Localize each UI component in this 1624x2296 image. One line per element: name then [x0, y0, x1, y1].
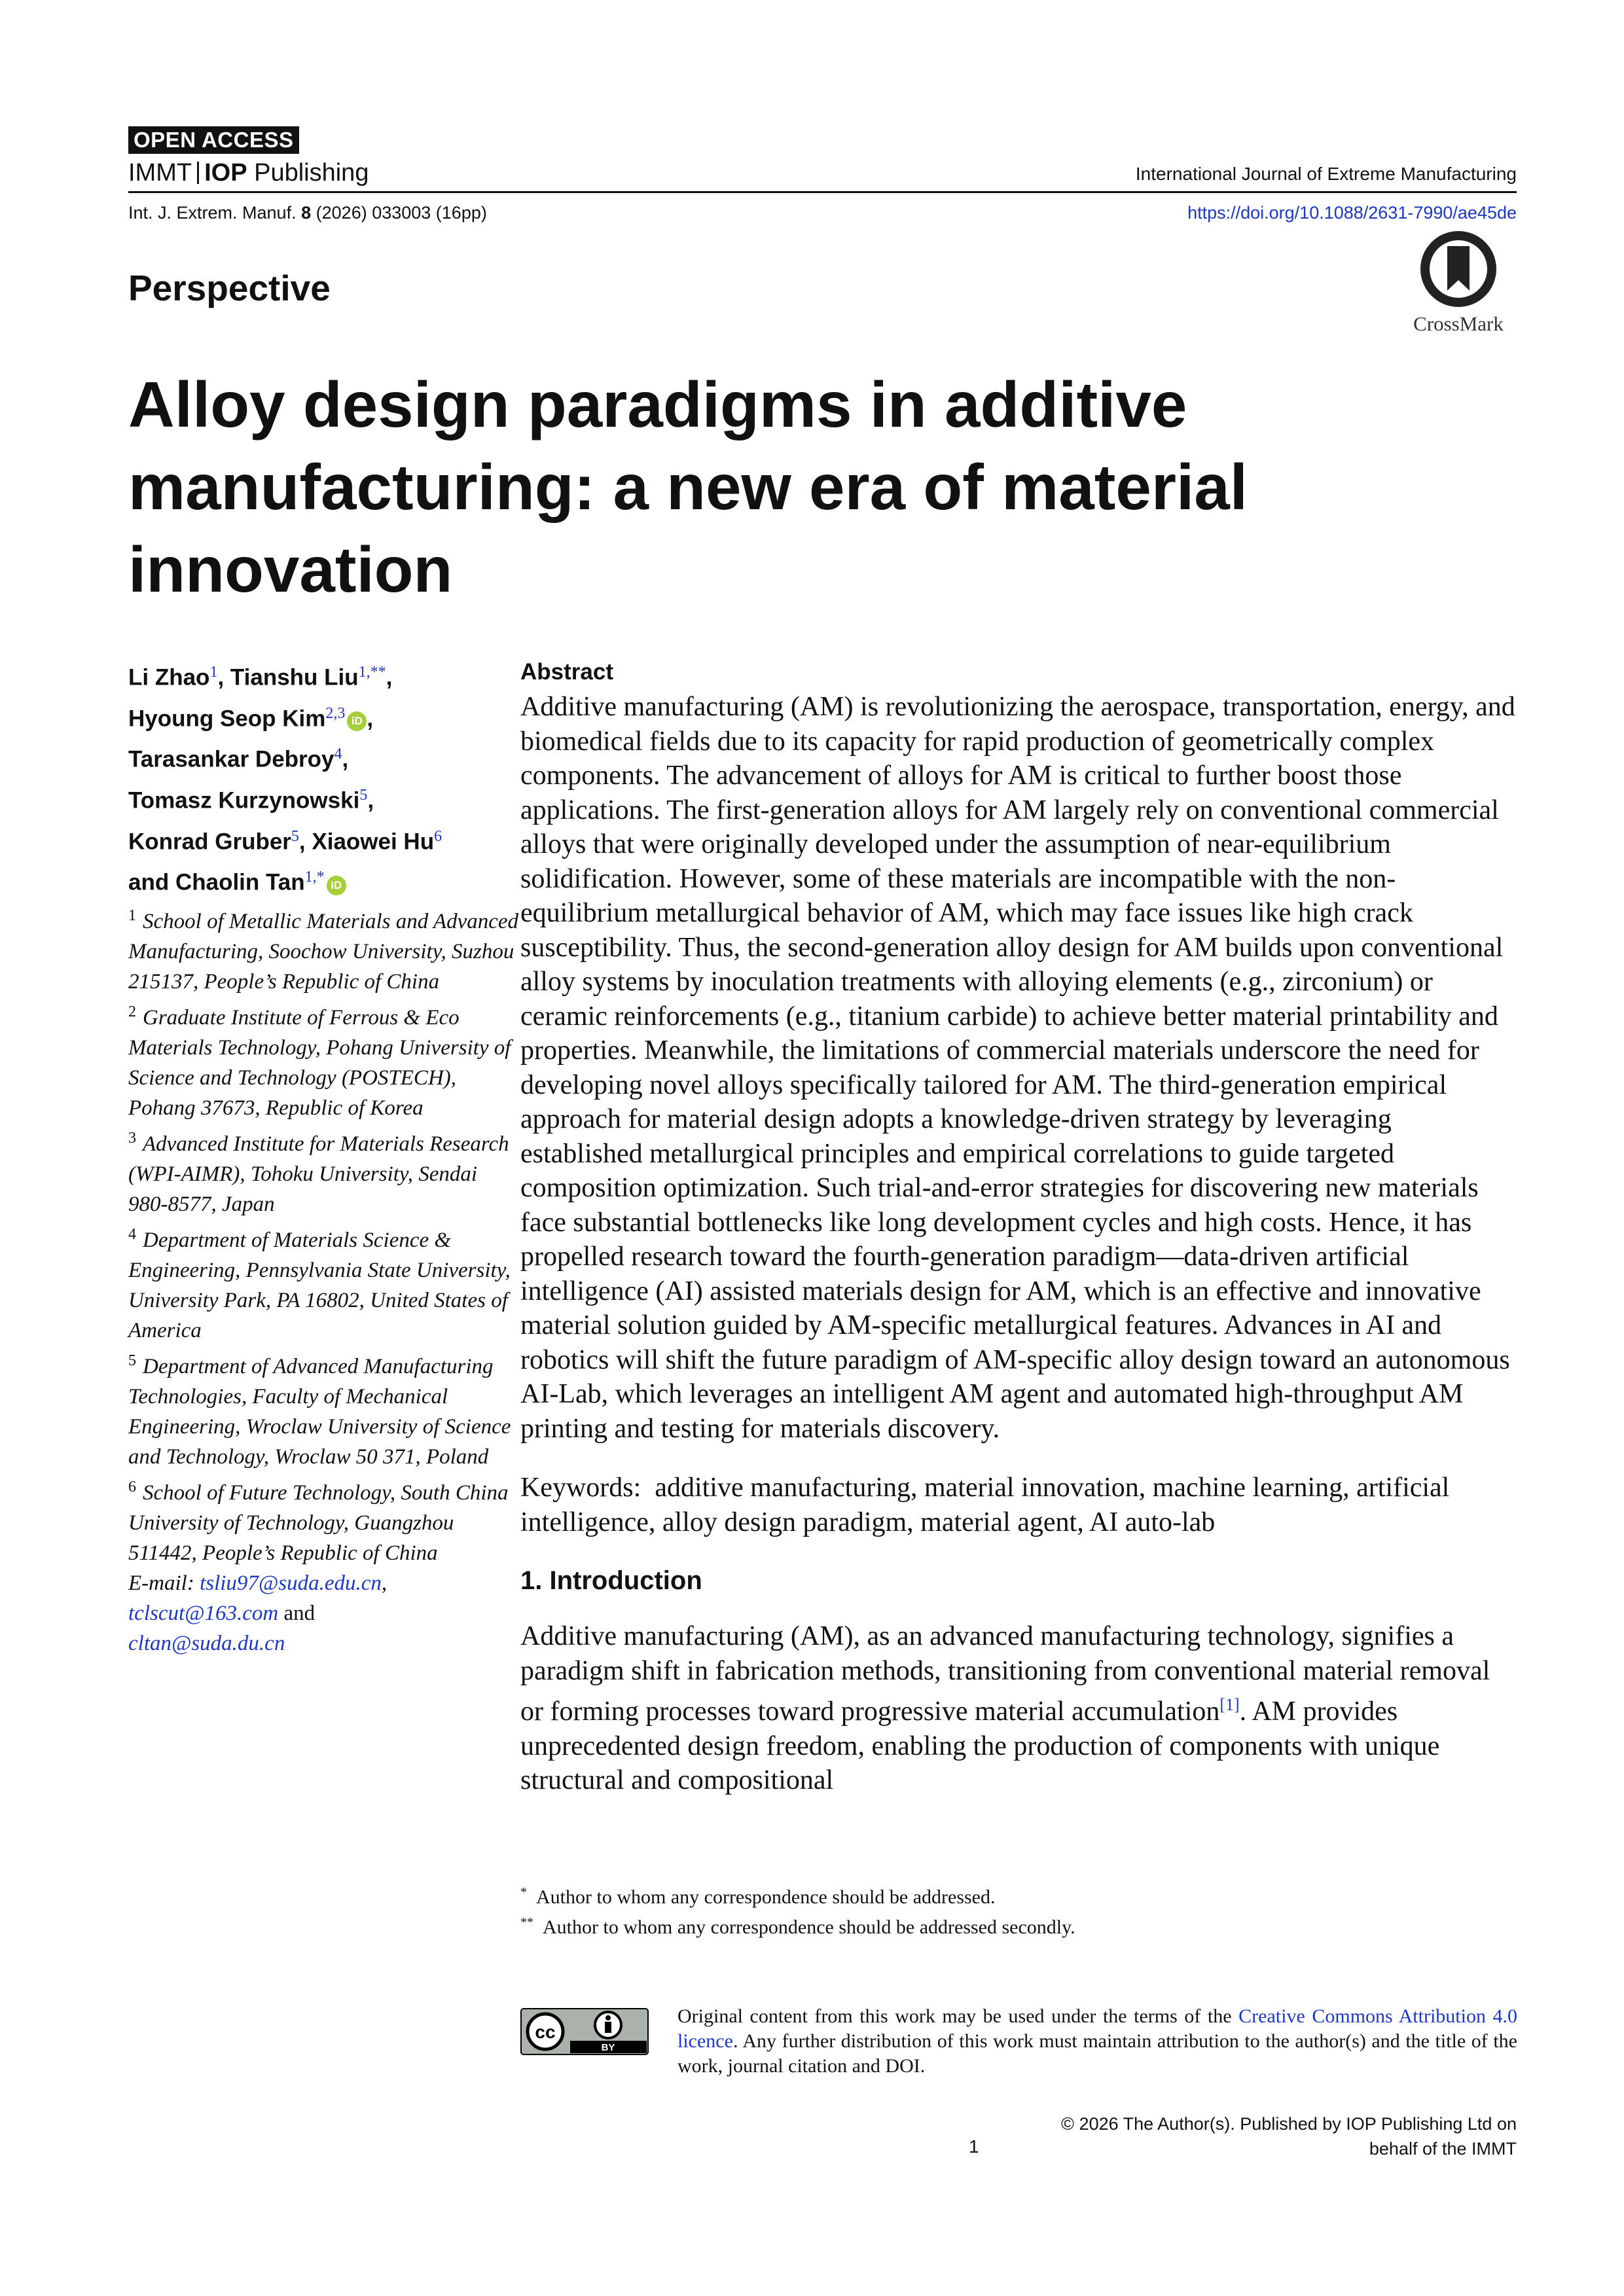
author-name: Tomasz Kurzynowski [128, 787, 360, 814]
author-affiliation-marker[interactable]: 4 [334, 745, 342, 763]
license-notice [520, 2004, 1517, 2079]
author-affiliation-marker[interactable]: 2,3 [325, 704, 346, 722]
license-text: Original content from this work may be used under the terms of the [677, 2005, 1232, 2027]
citation-volume: 8 [301, 203, 312, 223]
author-separator: , [367, 706, 374, 732]
crossmark-label: CrossMark [1413, 312, 1504, 335]
footnote [520, 1880, 1517, 1910]
publisher-divider [197, 162, 199, 184]
author-separator: , [298, 829, 312, 855]
svg-text:cc: cc [535, 2022, 556, 2042]
affiliation [128, 1123, 521, 1219]
cc-badge-label: BY [601, 2042, 615, 2053]
main-column [520, 655, 1517, 1798]
author-name: Konrad Gruber [128, 829, 291, 855]
open-access-badge: OPEN ACCESS [128, 126, 299, 154]
author-name: Hyoung Seop Kim [128, 706, 326, 732]
affiliation-text: School of Metallic Materials and Advanced Manufacturing, Soochow University, Suzhou 215137, People’s Republic of China [128, 909, 519, 994]
article-type: Perspective [128, 268, 331, 308]
author-separator: , [217, 664, 230, 691]
publisher-logo [128, 159, 369, 187]
affiliation [128, 1472, 521, 1568]
author-affiliation-marker[interactable]: 6 [434, 827, 442, 845]
affiliation-number: 6 [128, 1478, 136, 1496]
author-name: Tianshu Liu [230, 664, 359, 691]
affiliation [128, 1346, 521, 1472]
orcid-icon[interactable]: iD [347, 711, 367, 731]
footnotes [520, 1880, 1517, 1940]
intro-body: . AM provides unprecedented design freedom, enabling the production of components with unique structural and compositional [520, 1696, 1440, 1795]
author-affiliation-marker[interactable]: 1,* [304, 869, 325, 886]
publisher-imm: IMMT [128, 159, 192, 187]
copyright-line: © 2026 The Author(s). Published by IOP Publishing Ltd on [1061, 2114, 1517, 2134]
citation-journal: Int. J. Extrem. Manuf. [128, 203, 297, 223]
email-link[interactable]: tsliu97@suda.edu.cn [200, 1571, 382, 1595]
doi-link[interactable]: https://doi.org/10.1088/2631-7990/ae45de [1187, 203, 1517, 223]
intro-body: Additive manufacturing (AM), as an advanced manufacturing technology, signifies a paradigm shift in fabrication methods, transitioning from conventional material removal or forming processes toward progressive material accumulation [520, 1621, 1490, 1727]
affiliation-text: School of Future Technology, South China University of Technology, Guangzhou 511442, People’s Republic of China [128, 1480, 509, 1565]
copyright [1058, 2111, 1517, 2161]
keywords [520, 1471, 1517, 1539]
affiliation-text: Department of Materials Science & Engineering, Pennsylvania State University, University Park, PA 16802, United States of America [128, 1228, 511, 1342]
section-heading: 1. Introduction [520, 1566, 702, 1595]
affiliation-number: 1 [128, 906, 136, 924]
article-title: Alloy design paradigms in additive manufacturing: a new era of material innovation [128, 368, 1248, 605]
author-name: and Chaolin Tan [128, 869, 305, 895]
abstract-heading: Abstract [520, 659, 613, 685]
affiliation-number: 2 [128, 1003, 136, 1020]
cc-licence-link[interactable]: Creative Commons Attribution 4.0 licence [677, 2005, 1518, 2052]
author-affiliation-marker[interactable]: 5 [359, 786, 368, 804]
affiliation-number: 5 [128, 1352, 136, 1369]
journal-name: International Journal of Extreme Manufacturing [1135, 164, 1517, 184]
author-name: Li Zhao [128, 664, 210, 691]
cc-by-badge-icon[interactable] [520, 2008, 649, 2055]
author-separator: , [367, 787, 374, 814]
author-affiliation-marker[interactable]: 1,** [358, 664, 386, 681]
author-separator: , [386, 664, 393, 691]
email-link[interactable]: cltan@suda.du.cn [128, 1631, 285, 1655]
affiliation [128, 901, 521, 997]
affiliation [128, 1219, 521, 1346]
email-link[interactable]: tclscut@163.com [128, 1601, 279, 1625]
page-number: 1 [969, 2136, 979, 2157]
keywords-text: additive manufacturing, material innovation, machine learning, artificial intelligence, alloy design paradigm, material agent, AI auto-lab [520, 1473, 1450, 1537]
affiliation-text: Graduate Institute of Ferrous & Eco Materials Technology, Pohang University of Science and Technology (POSTECH), Pohang 37673, Republic of Korea [128, 1005, 511, 1120]
footnote-text: Author to whom any correspondence should be addressed. [536, 1886, 996, 1908]
citation [128, 203, 487, 223]
introduction-text [520, 1619, 1517, 1798]
affiliation-text: Department of Advanced Manufacturing Technologies, Faculty of Mechanical Engineering, Wroclaw University of Science and Technology, Wroclaw 50 371, Poland [128, 1354, 511, 1469]
publisher-iop: IOP [204, 159, 247, 187]
header-rule [128, 191, 1517, 193]
email-conjunction: and [283, 1601, 316, 1625]
email-label: E-mail: [128, 1571, 194, 1595]
affiliation-number: 3 [128, 1129, 136, 1147]
affiliation-text: Advanced Institute for Materials Research (WPI-AIMR), Tohoku University, Sendai 980-8577, Japan [128, 1132, 509, 1216]
author-list [128, 655, 521, 901]
author-separator: , [342, 746, 349, 772]
author-affiliation-marker[interactable]: 1 [209, 664, 218, 681]
copyright-line: behalf of the IMMT [1369, 2139, 1517, 2159]
affiliation [128, 997, 521, 1123]
footnote [520, 1910, 1517, 1940]
abstract-text: Additive manufacturing (AM) is revolutionizing the aerospace, transportation, energy, and biomedical fields due to its capacity for rapid production of geometrically complex components. The advancement of alloys for AM is critical to further boost those applications. The first-generation alloys for AM largely rely on conventional commercial alloys that were originally developed under the assumption of near-equilibrium solidification. However, some of these materials are incompatible with the non-equilibrium metallurgical behavior of AM, which may face issues like high crack susceptibility. Thus, the second-generation alloy design for AM builds upon conventional alloy systems by inoculation treatments with alloying elements (e.g., zirconium) or ceramic reinforcements (e.g., titanium carbide) to achieve better material printability and properties. Meanwhile, the limitations of commercial materials underscore the need for developing novel alloys specifically tailored for AM. The third-generation empirical approach for material design adopts a knowledge-driven strategy by leveraging established metallurgical principles and empirical correlations to guide targeted composition optimization. Such trial-and-error strategies for discovering new materials face substantial bottlenecks like long development cycles and high costs. Hence, it has propelled research toward the fourth-generation paradigm—data-driven artificial intelligence (AI) assisted materials design for AM, which is an effective and innovative material solution guided by AM-specific metallurgical features. Advances in AI and robotics will shift the future paradigm of AM-specific alloy design toward an autonomous AI-Lab, which leverages an intelligent AM agent and automated high-throughput AM printing and testing for materials discovery. [520, 692, 1515, 1444]
footnote-mark: ** [520, 1915, 533, 1929]
orcid-icon[interactable]: iD [327, 876, 346, 895]
license-text: . Any further distribution of this work must maintain attribution to the author(s) and the title of the work, journal citation and DOI. [677, 2030, 1517, 2077]
keywords-label: Keywords: [520, 1473, 641, 1503]
author-name: Tarasankar Debroy [128, 746, 334, 772]
author-name: Xiaowei Hu [312, 829, 435, 855]
reference-link[interactable]: [1] [1219, 1695, 1240, 1714]
crossmark-button[interactable] [1399, 226, 1517, 336]
publisher-publishing: Publishing [254, 159, 369, 187]
citation-details: (2026) 033003 (16pp) [316, 203, 487, 223]
affiliation-number: 4 [128, 1225, 136, 1243]
footnote-text: Author to whom any correspondence should be addressed secondly. [543, 1916, 1075, 1938]
author-affiliation-marker[interactable]: 5 [291, 827, 299, 845]
footnote-mark: * [520, 1885, 527, 1899]
author-column [128, 655, 521, 1659]
email-block: E-mail: tsliu97@suda.edu.cn, tclscut@163.com and cltan@suda.du.cn [128, 1571, 388, 1655]
crossmark-icon [1416, 226, 1501, 312]
